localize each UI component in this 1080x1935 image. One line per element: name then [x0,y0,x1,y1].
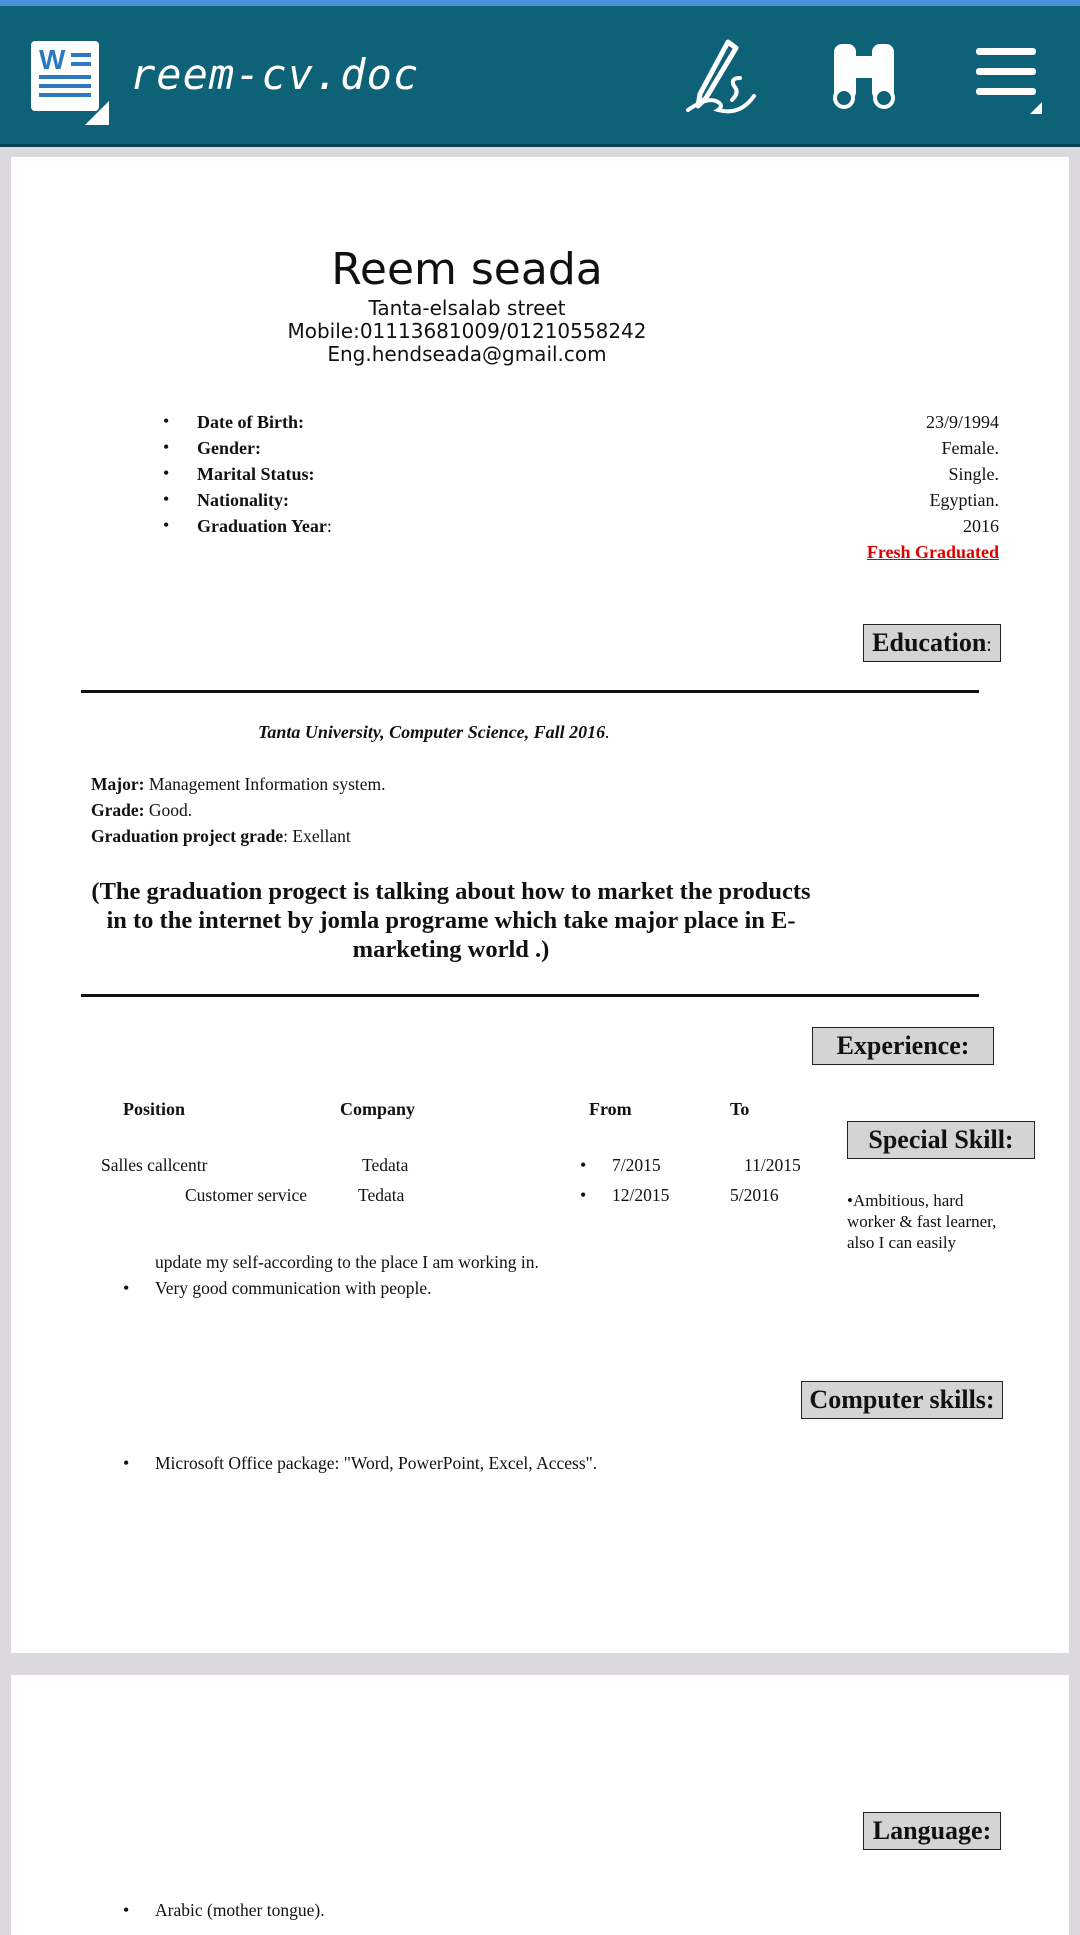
personal-label-marital: Marital Status: [197,464,315,484]
experience-heading: Experience: [812,1027,994,1065]
exp-row-2-company: Tedata [358,1185,405,1205]
gradyear-label-suffix: : [326,516,332,536]
cv-email: Eng.hendseada@gmail.com [327,342,607,366]
special-skill-continuation: update my self-according to the place I am working in. [155,1252,539,1272]
bullet: • [123,1900,130,1920]
education-major [91,774,386,795]
education-grade [91,800,192,821]
exp-row-1-position: Salles callcentr [101,1155,208,1175]
major-label: Major: [91,774,145,794]
bullet: • [580,1155,587,1175]
language-heading: Language: [863,1812,1001,1850]
project-label: Graduation project grade [91,826,284,846]
special-skill-line-a [847,1190,996,1211]
exp-header-from: From [589,1099,632,1119]
grade-value: Good. [144,800,193,820]
cv-name: Reem seada [331,244,603,295]
special-skill-item-2: Very good communication with people. [155,1278,432,1298]
exp-row-1-company: Tedata [362,1155,409,1175]
hamburger-menu-icon[interactable] [972,36,1052,116]
document-title: reem-cv.doc [130,50,420,99]
special-skill-heading: Special Skill: [847,1121,1035,1159]
personal-label-gender: Gender: [197,438,261,458]
education-project-grade [91,826,351,847]
education-heading [863,624,1001,662]
bullet: • [163,463,170,483]
special-skill-item-1 [847,1190,996,1253]
grade-label: Grade: [91,800,145,820]
special-skill-line-c: also I can easily [847,1233,957,1252]
svg-text:W: W [39,44,66,75]
personal-label-dob: Date of Birth: [197,412,304,432]
app-toolbar [0,6,1080,147]
major-value: Management Information system. [144,774,386,794]
personal-label-nationality: Nationality: [197,490,289,510]
bullet: • [163,489,170,509]
fresh-graduated-label: Fresh Graduated [866,542,999,562]
bullet: • [123,1278,130,1298]
bullet: • [580,1185,587,1205]
special-skill-line-b: worker & fast learner, [847,1212,997,1231]
exp-row-2-from: 12/2015 [612,1185,670,1205]
bullet: • [163,437,170,457]
personal-value-marital: Single. [948,464,999,484]
special-skill-text-a: Ambitious, hard [852,1191,964,1210]
school-text: Tanta University, Computer Science, Fall 2016 [258,722,606,742]
education-heading-suffix: : [986,634,992,656]
personal-value-gender: Female. [941,438,999,458]
personal-value-dob: 23/9/1994 [925,412,999,432]
pen-edit-icon[interactable] [678,36,758,116]
divider [81,690,979,693]
word-doc-icon[interactable] [31,41,101,115]
exp-row-2-to: 5/2016 [730,1185,779,1205]
exp-header-company: Company [340,1099,416,1119]
document-page-2 [11,1675,1069,1935]
bullet: • [163,515,170,535]
personal-value-nationality: Egyptian. [929,490,999,510]
computer-skills-heading: Computer skills: [801,1381,1003,1419]
exp-row-2-position: Customer service [185,1185,307,1205]
exp-header-to: To [730,1099,750,1119]
bullet: • [163,411,170,431]
bullet: • [847,1191,853,1210]
divider [81,994,979,997]
exp-header-position: Position [123,1099,186,1119]
computer-skills-item: Microsoft Office package: "Word, PowerPoint, Excel, Access". [155,1453,598,1473]
school-suffix: . [605,722,610,742]
project-description: (The graduation progect is talking about how to market the products in to the internet by jomla programe which take major place in E-marketing world .) [91,878,811,963]
binoculars-icon[interactable] [824,36,904,116]
personal-label-gradyear [197,516,332,537]
language-item: Arabic (mother tongue). [155,1900,325,1920]
cv-address: Tanta-elsalab street [368,296,566,320]
bullet: • [123,1453,130,1473]
exp-row-1-from: 7/2015 [612,1155,661,1175]
gradyear-label: Graduation Year [197,516,327,536]
exp-row-1-to: 11/2015 [744,1155,801,1175]
project-value: : Exellant [283,826,351,846]
personal-value-gradyear: 2016 [963,516,999,536]
education-heading-text: Education [872,628,987,657]
education-school [258,722,610,743]
document-page-1 [11,157,1069,1653]
cv-mobile: Mobile:01113681009/01210558242 [287,319,647,343]
